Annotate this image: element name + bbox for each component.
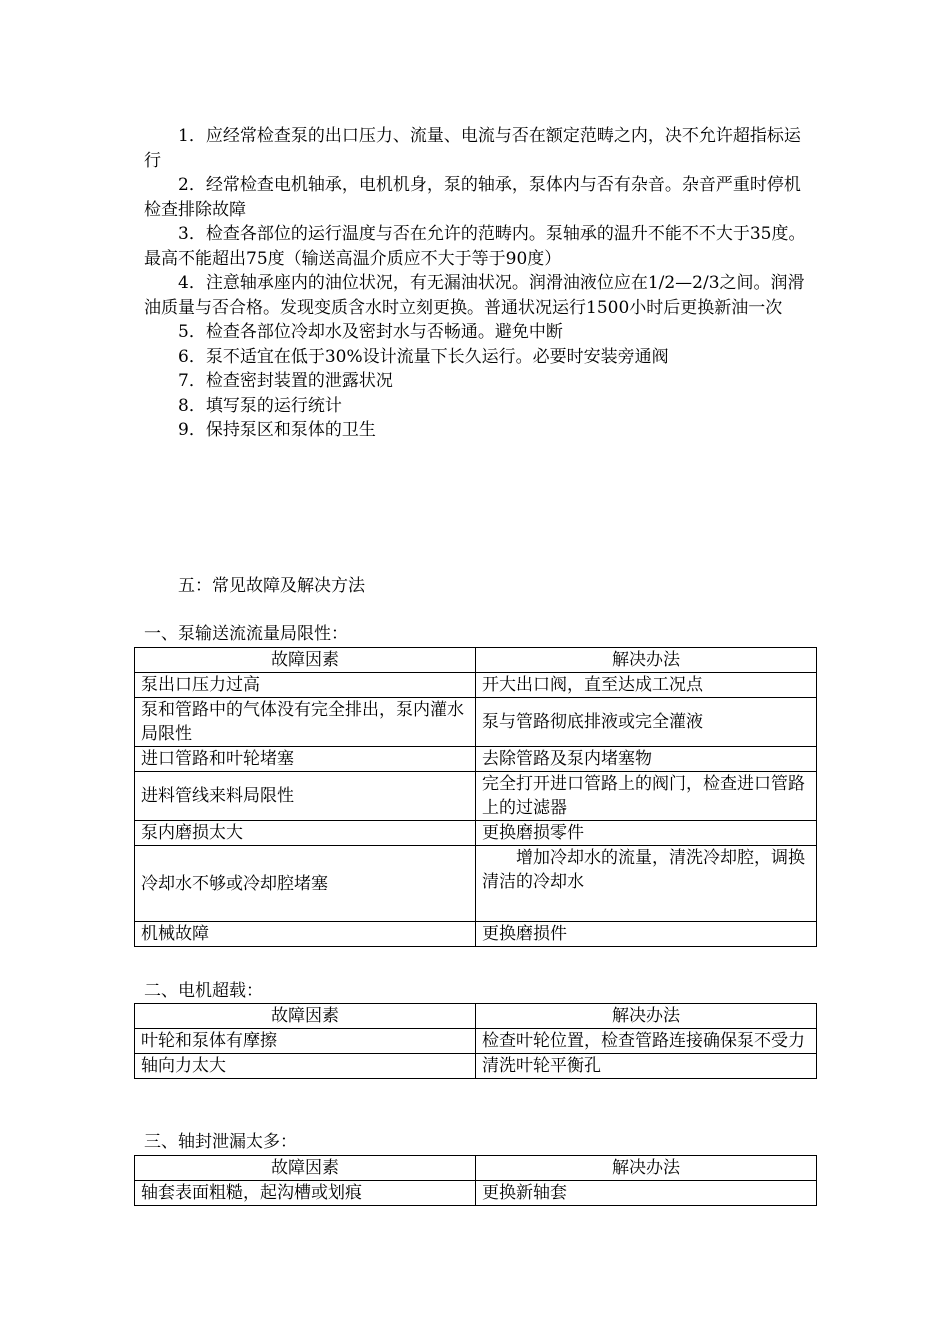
column-header: 解决办法	[476, 648, 817, 673]
table-cell: 冷却水不够或冷却腔堵塞	[135, 846, 476, 922]
table-caption: 二、电机超载：	[144, 981, 263, 1001]
list-item: 5．检查各部位冷却水及密封水与否畅通。避免中断	[178, 322, 563, 342]
table-row	[135, 846, 817, 922]
table-cell: 进口管路和叶轮堵塞	[135, 747, 476, 772]
table-cell: 机械故障	[135, 922, 476, 947]
table-cell: 泵出口压力过高	[135, 673, 476, 698]
fault-table-motor	[134, 1003, 817, 1079]
table-cell: 泵和管路中的气体没有完全排出，泵内灌水局限性	[135, 698, 476, 747]
column-header: 故障因素	[135, 1156, 476, 1181]
list-item: 4．注意轴承座内的油位状况，有无漏油状况。润滑油液位应在1/2—2/3之间。润滑油质量与否合格。发现变质含水时立刻更换。普通状况运行1500小时后更换新油一次	[144, 273, 805, 318]
table-cell: 更换新轴套	[476, 1181, 817, 1206]
table-cell: 叶轮和泵体有摩擦	[135, 1029, 476, 1054]
table-cell: 进料管线来料局限性	[135, 772, 476, 821]
column-header: 解决办法	[476, 1004, 817, 1029]
table-header-row	[135, 648, 817, 673]
table-cell: 清洗叶轮平衡孔	[476, 1054, 817, 1079]
table-header-row	[135, 1156, 817, 1181]
table-cell: 更换磨损零件	[476, 821, 817, 846]
table-cell: 开大出口阀，直至达成工况点	[476, 673, 817, 698]
table-cell: 增加冷却水的流量，清洗冷却腔，调换清洁的冷却水	[476, 846, 817, 922]
table-row	[135, 922, 817, 947]
column-header: 故障因素	[135, 648, 476, 673]
table-row	[135, 772, 817, 821]
section-title: 五：常见故障及解决方法	[178, 576, 365, 596]
table-cell: 泵内磨损太大	[135, 821, 476, 846]
fault-table-flow	[134, 647, 817, 947]
table-cell: 更换磨损件	[476, 922, 817, 947]
operation-list	[144, 124, 816, 443]
list-item: 9．保持泵区和泵体的卫生	[178, 420, 376, 440]
table-row	[135, 747, 817, 772]
column-header: 解决办法	[476, 1156, 817, 1181]
list-item: 8．填写泵的运行统计	[178, 395, 342, 416]
table-cell: 轴向力太大	[135, 1054, 476, 1079]
table-row	[135, 1054, 817, 1079]
table-header-row	[135, 1004, 817, 1029]
list-item: 6．泵不适宜在低于30%设计流量下长久运行。必要时安装旁通阀	[178, 346, 669, 367]
table-caption: 一、泵输送流流量局限性：	[144, 624, 348, 644]
table-row	[135, 673, 817, 698]
list-item: 2．经常检查电机轴承，电机机身，泵的轴承，泵体内与否有杂音。杂音严重时停机检查排除故障	[144, 175, 801, 220]
table-caption: 三、轴封泄漏太多：	[144, 1132, 297, 1152]
table-cell: 轴套表面粗糙，起沟槽或划痕	[135, 1181, 476, 1206]
table-row	[135, 698, 817, 747]
table-cell: 完全打开进口管路上的阀门，检查进口管路上的过滤器	[476, 772, 817, 821]
list-item: 7．检查密封装置的泄露状况	[178, 371, 393, 391]
fault-table-seal	[134, 1155, 817, 1206]
table-cell: 检查叶轮位置，检查管路连接确保泵不受力	[476, 1029, 817, 1054]
column-header: 故障因素	[135, 1004, 476, 1029]
list-item: 3．检查各部位的运行温度与否在允许的范畴内。泵轴承的温升不能不不大于35度。最高不能超出75度（输送高温介质应不大于等于90度）	[144, 224, 806, 269]
list-item: 1．应经常检查泵的出口压力、流量、电流与否在额定范畴之内，决不允许超指标运行	[144, 126, 801, 171]
table-cell: 泵与管路彻底排液或完全灌液	[476, 698, 817, 747]
table-row	[135, 1181, 817, 1206]
table-row	[135, 1029, 817, 1054]
table-cell: 去除管路及泵内堵塞物	[476, 747, 817, 772]
table-row	[135, 821, 817, 846]
